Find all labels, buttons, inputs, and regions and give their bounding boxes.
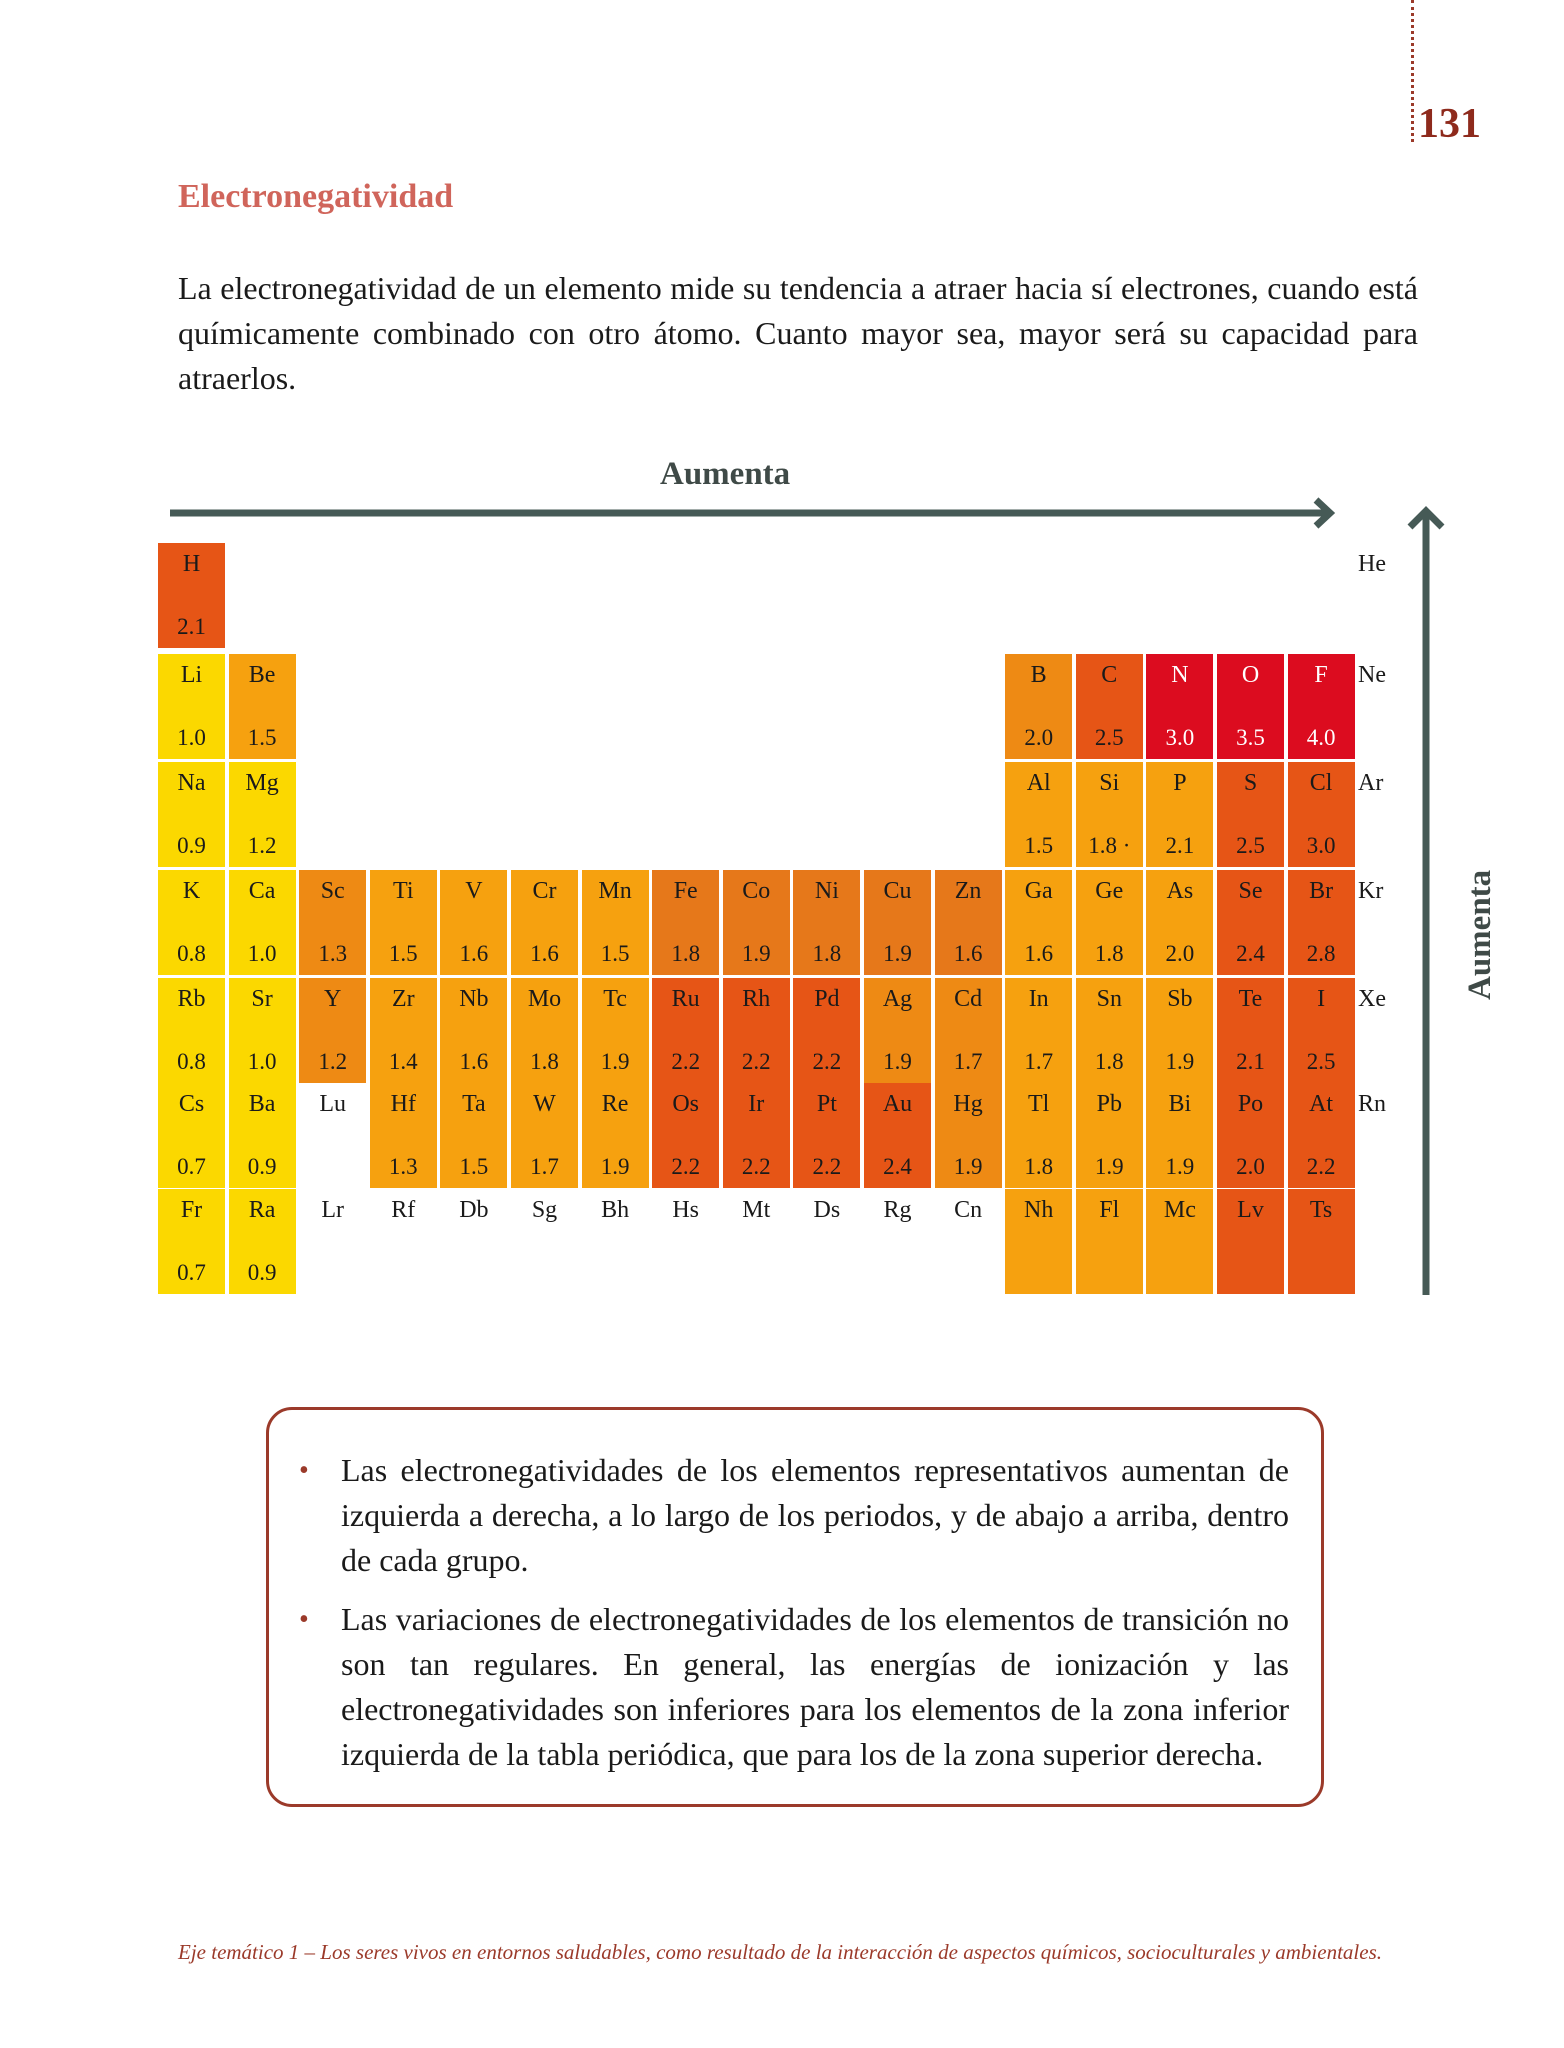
element-cell-ti [370,870,437,975]
element-cell-mo [511,978,578,1083]
element-symbol: Rf [391,1197,416,1223]
element-cell-bi [1146,1083,1213,1188]
element-cell-ni [793,870,860,975]
element-symbol: Hf [390,1091,416,1117]
element-symbol: Mg [245,770,279,796]
element-cell-i [1288,978,1355,1083]
element-cell-ag [864,978,931,1083]
element-cell-ba [229,1083,296,1188]
element-symbol: Ba [248,1091,276,1117]
element-cell-bh [582,1189,649,1294]
element-electronegativity: 2.0 [1236,1154,1265,1179]
element-symbol: Tl [1028,1091,1050,1117]
horizontal-arrow-label: Aumenta [660,456,791,492]
element-electronegativity: 2.2 [741,1049,771,1074]
element-symbol: Cs [178,1091,205,1117]
element-symbol: Fe [673,878,698,904]
element-symbol: Rg [883,1197,912,1223]
element-cell-ts [1288,1189,1355,1294]
element-electronegativity: 2.0 [1165,941,1195,966]
element-electronegativity: 0.7 [177,1154,206,1179]
element-symbol: Ra [248,1197,276,1223]
element-symbol: N [1171,662,1189,688]
element-symbol: Sc [320,878,345,904]
element-cell-b [1005,654,1072,759]
element-cell-zn [935,870,1002,975]
element-cell-lu [299,1083,366,1188]
element-electronegativity: 0.8 [177,941,206,966]
element-symbol: B [1030,662,1047,688]
element-electronegativity: 1.9 [883,941,912,966]
element-cell-w [511,1083,578,1188]
element-electronegativity: 1.6 [1024,941,1054,966]
element-symbol: Sg [531,1197,558,1223]
section-title: Electronegatividad [178,178,454,215]
page-number: 131 [1418,101,1481,147]
element-cell-f [1288,654,1355,759]
element-symbol: Pd [814,986,840,1012]
element-cell-c [1076,654,1143,759]
element-symbol: Mc [1163,1197,1196,1223]
element-electronegativity: 0.7 [177,1260,206,1285]
element-electronegativity: 1.8 [530,1049,559,1074]
element-cell-fl [1076,1189,1143,1294]
element-symbol: W [533,1091,556,1117]
element-electronegativity: 1.2 [318,1049,348,1074]
element-electronegativity: 1.7 [1024,1049,1054,1074]
element-electronegativity: 4.0 [1306,725,1336,750]
element-symbol: Si [1099,770,1120,796]
element-electronegativity: 2.2 [671,1049,701,1074]
element-electronegativity: 2.2 [741,1154,771,1179]
element-electronegativity: 2.2 [1306,1154,1336,1179]
intro-paragraph: La electronegatividad de un elemento mide su tendencia a atraer hacia sí electrones, cuando está químicamente combinado con otro átomo. Cuanto mayor sea, mayor será su capacidad para atraerlos. [178,270,1418,396]
element-cell-rf [370,1189,437,1294]
element-cell-ir [723,1083,790,1188]
element-cell-ca [229,870,296,975]
element-cell-fr [158,1189,225,1294]
element-cell-as [1146,870,1213,975]
element-cell-ra [229,1189,296,1294]
element-symbol: Ts [1309,1197,1333,1223]
element-electronegativity: 0.9 [247,1154,277,1179]
element-symbol: Ti [393,878,414,904]
element-cell-os [652,1083,719,1188]
element-cell-at [1288,1083,1355,1188]
element-cell-pb [1076,1083,1143,1188]
element-symbol: Ge [1095,878,1124,904]
element-cell-mc [1146,1189,1213,1294]
element-symbol: Sn [1096,986,1122,1012]
element-symbol: Ds [813,1197,841,1223]
element-electronegativity: 2.8 [1306,941,1336,966]
element-cell-zr [370,978,437,1083]
element-cell-cs [158,1083,225,1188]
noble-gas-rn: Rn [1358,1091,1387,1117]
element-symbol: V [465,878,483,904]
element-symbol: As [1166,878,1194,904]
element-cell-y [299,978,366,1083]
element-symbol: Zn [954,878,982,904]
element-symbol: Be [248,662,276,688]
element-symbol: Zr [391,986,415,1012]
element-electronegativity: 1.5 [388,941,418,966]
element-electronegativity: 0.8 [177,1049,206,1074]
element-symbol: Au [882,1091,913,1117]
element-electronegativity: 1.5 [1024,833,1054,858]
element-symbol: Fl [1099,1197,1120,1223]
element-symbol: Cr [532,878,557,904]
element-symbol: O [1241,662,1260,688]
element-symbol: Mo [527,986,562,1012]
element-cell-co [723,870,790,975]
element-symbol: Co [742,878,771,904]
element-cell-pt [793,1083,860,1188]
element-electronegativity: 1.6 [953,941,983,966]
element-symbol: At [1309,1091,1334,1117]
element-symbol: Db [459,1197,489,1223]
element-electronegativity: 1.9 [741,941,771,966]
element-electronegativity: 1.2 [247,833,277,858]
element-symbol: Na [177,770,206,796]
element-symbol: I [1317,986,1326,1012]
element-cell-hg [935,1083,1002,1188]
element-electronegativity: 1.3 [388,1154,418,1179]
element-cell-li [158,654,225,759]
element-symbol: Bh [601,1197,630,1223]
element-cell-mg [229,762,296,867]
element-symbol: Mn [598,878,632,904]
element-cell-ta [440,1083,507,1188]
element-symbol: Nb [459,986,489,1012]
element-cell-te [1217,978,1284,1083]
element-cell-n [1146,654,1213,759]
element-electronegativity: 1.3 [318,941,348,966]
element-cell-rb [158,978,225,1083]
element-electronegativity: 1.8 [1094,1049,1124,1074]
element-cell-nb [440,978,507,1083]
element-symbol: Se [1238,878,1263,904]
element-cell-hf [370,1083,437,1188]
element-electronegativity: 1.6 [459,1049,489,1074]
element-symbol: P [1173,770,1187,796]
element-symbol: Cd [954,986,983,1012]
element-symbol: Mt [742,1197,771,1223]
element-electronegativity: 1.7 [953,1049,983,1074]
element-electronegativity: 1.8 [671,941,701,966]
element-symbol: In [1028,986,1049,1012]
element-electronegativity: 0.9 [247,1260,277,1285]
element-electronegativity: 3.0 [1165,725,1195,750]
summary-list [299,1448,1289,1791]
element-symbol: Bi [1168,1091,1192,1117]
noble-gas-ar: Ar [1358,770,1384,796]
element-cell-sr [229,978,296,1083]
element-cell-in [1005,978,1072,1083]
element-symbol: Rb [177,986,206,1012]
element-electronegativity: 2.1 [1236,1049,1265,1074]
element-cell-o [1217,654,1284,759]
element-symbol: Li [180,662,203,688]
element-electronegativity: 1.7 [530,1154,559,1179]
element-cell-lv [1217,1189,1284,1294]
element-symbol: Lv [1237,1197,1264,1223]
element-cell-sg [511,1189,578,1294]
element-cell-ge [1076,870,1143,975]
element-electronegativity: 2.2 [812,1154,842,1179]
element-electronegativity: 2.1 [1165,833,1195,858]
element-symbol: Cl [1309,770,1333,796]
element-electronegativity: 1.0 [247,941,277,966]
element-symbol: H [182,551,201,577]
element-electronegativity: 2.2 [671,1154,701,1179]
element-electronegativity: 3.0 [1306,833,1336,858]
element-cell-na [158,762,225,867]
element-cell-ru [652,978,719,1083]
element-cell-rg [864,1189,931,1294]
element-symbol: Po [1237,1091,1264,1117]
element-symbol: Te [1238,986,1263,1012]
vertical-arrow-label: Aumenta [1462,869,1498,1000]
page-footer: Eje temático 1 – Los seres vivos en entornos saludables, como resultado de la interacción de aspectos químicos, socioculturales y ambientales. [178,1940,1383,1964]
element-symbol: F [1314,662,1328,688]
element-cell-hs [652,1189,719,1294]
element-symbol: Fr [180,1197,203,1223]
element-electronegativity: 1.0 [177,725,206,750]
element-symbol: Pt [816,1091,837,1117]
element-symbol: Ga [1024,878,1053,904]
element-cell-cl [1288,762,1355,867]
element-electronegativity: 2.0 [1024,725,1054,750]
element-cell-fe [652,870,719,975]
element-cell-mn [582,870,649,975]
element-electronegativity: 2.4 [883,1154,912,1179]
element-symbol: Ru [671,986,700,1012]
element-electronegativity: 1.9 [1094,1154,1124,1179]
element-electronegativity: 1.8 [812,941,842,966]
element-electronegativity: 2.2 [812,1049,842,1074]
element-symbol: Y [324,986,342,1012]
element-symbol: Lr [321,1197,345,1223]
element-symbol: Os [672,1091,700,1117]
element-cell-k [158,870,225,975]
element-cell-se [1217,870,1284,975]
element-symbol: Ir [748,1091,765,1117]
element-electronegativity: 1.9 [883,1049,912,1074]
element-cell-h [158,543,225,648]
element-cell-cn [935,1189,1002,1294]
element-symbol: Ca [248,878,276,904]
arrow-up-icon [1400,500,1460,1300]
element-symbol: Hs [672,1197,700,1223]
element-cell-cr [511,870,578,975]
element-symbol: Ta [462,1091,486,1117]
summary-item: • Las electronegatividades de los elementos representativos aumentan de izquierda a derecha, a lo largo de los periodos, y de abajo a arriba, dentro de cada grupo. [299,1448,1289,1583]
element-symbol: Rh [742,986,771,1012]
element-cell-sb [1146,978,1213,1083]
element-cell-al [1005,762,1072,867]
element-symbol: Al [1026,770,1051,796]
element-electronegativity: 1.8 [1094,941,1124,966]
element-cell-sn [1076,978,1143,1083]
element-cell-v [440,870,507,975]
element-electronegativity: 2.1 [177,614,206,639]
element-electronegativity: 1.9 [953,1154,983,1179]
element-cell-lr [299,1189,366,1294]
element-symbol: Ni [814,878,839,904]
element-cell-re [582,1083,649,1188]
element-symbol: Tc [603,986,627,1012]
element-symbol: Br [1309,878,1334,904]
element-symbol: Sr [251,986,273,1012]
element-symbol: K [182,878,201,904]
element-symbol: Cu [883,878,912,904]
element-electronegativity: 1.4 [388,1049,418,1074]
element-cell-mt [723,1189,790,1294]
element-symbol: C [1101,662,1118,688]
summary-box [266,1407,1324,1807]
element-cell-br [1288,870,1355,975]
element-electronegativity: 2.5 [1094,725,1124,750]
arrow-right-icon [170,495,1340,535]
element-symbol: Re [601,1091,629,1117]
element-electronegativity: 0.9 [177,833,206,858]
element-electronegativity: 1.5 [247,725,277,750]
element-electronegativity: 1.9 [600,1154,630,1179]
element-symbol: Hg [953,1091,983,1117]
element-cell-ga [1005,870,1072,975]
element-electronegativity: 1.8 · [1088,833,1131,858]
noble-gas-he: He [1358,551,1386,577]
element-electronegativity: 2.5 [1306,1049,1336,1074]
element-electronegativity: 1.6 [459,941,489,966]
element-cell-pd [793,978,860,1083]
element-electronegativity: 1.8 [1024,1154,1054,1179]
element-cell-po [1217,1083,1284,1188]
page-margin-dotted-line [1411,0,1414,142]
bullet-icon: • [299,1455,309,1486]
element-electronegativity: 1.0 [247,1049,277,1074]
noble-gas-xe: Xe [1358,986,1386,1012]
summary-item: • Las variaciones de electronegatividades de los elementos de transición no son tan regulares. En general, las energías de ionización y las electronegatividades son inferiores para los elementos de la zona inferior izquierda de la tabla periódica, que para los de la zona superior derecha. [299,1597,1289,1777]
element-symbol: Sb [1167,986,1193,1012]
element-cell-ds [793,1189,860,1294]
element-cell-cu [864,870,931,975]
element-cell-si [1076,762,1143,867]
element-cell-cd [935,978,1002,1083]
element-electronegativity: 1.9 [1165,1154,1195,1179]
element-cell-au [864,1083,931,1188]
element-cell-s [1217,762,1284,867]
element-electronegativity: 2.4 [1236,941,1265,966]
noble-gas-kr: Kr [1358,878,1384,904]
element-electronegativity: 2.5 [1236,833,1265,858]
element-electronegativity: 1.5 [600,941,630,966]
element-cell-tl [1005,1083,1072,1188]
element-cell-be [229,654,296,759]
element-electronegativity: 1.6 [530,941,559,966]
noble-gas-ne: Ne [1358,662,1386,688]
element-cell-sc [299,870,366,975]
element-cell-db [440,1189,507,1294]
element-symbol: Ag [882,986,913,1012]
element-electronegativity: 1.9 [600,1049,630,1074]
element-cell-tc [582,978,649,1083]
element-electronegativity: 3.5 [1236,725,1265,750]
element-symbol: Nh [1024,1197,1054,1223]
element-symbol: Pb [1096,1091,1122,1117]
bullet-icon: • [299,1604,309,1635]
element-cell-rh [723,978,790,1083]
element-symbol: S [1243,770,1258,796]
element-electronegativity: 1.9 [1165,1049,1195,1074]
element-electronegativity: 1.5 [459,1154,489,1179]
element-cell-p [1146,762,1213,867]
element-cell-nh [1005,1189,1072,1294]
element-symbol: Lu [319,1091,347,1117]
element-symbol: Cn [954,1197,983,1223]
